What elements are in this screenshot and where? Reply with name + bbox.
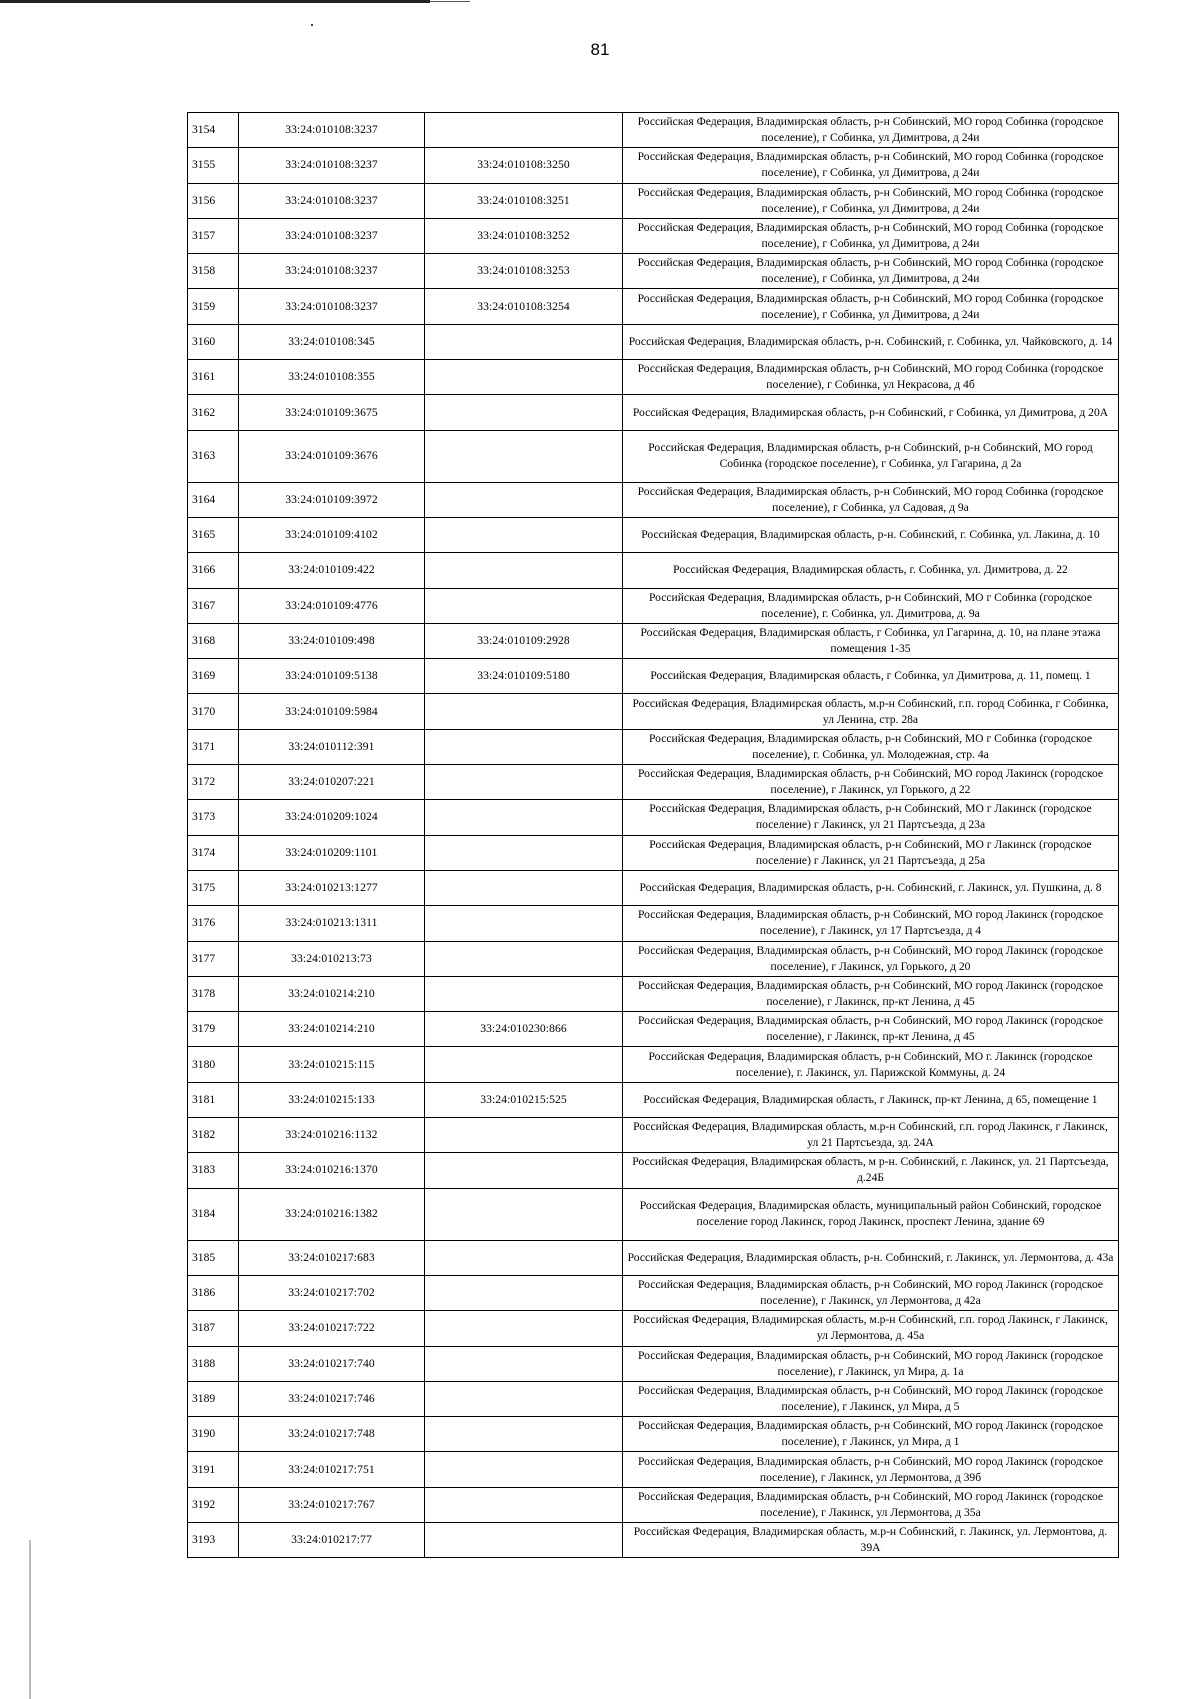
table-row bbox=[188, 1118, 1119, 1153]
table-row bbox=[188, 729, 1119, 764]
related-cadastral-number-cell: 33:24:010108:3252 bbox=[425, 218, 623, 253]
table-row bbox=[188, 218, 1119, 253]
cadastral-number-cell: 33:24:010108:3237 bbox=[239, 218, 425, 253]
cadastral-number-cell: 33:24:010109:4776 bbox=[239, 588, 425, 623]
address-cell: Российская Федерация, Владимирская область, р-н Собинский, р-н Собинский, МО город Собинка (городское поселение), г Собинка, ул Гагарина, д 2а bbox=[623, 430, 1119, 482]
table-row bbox=[188, 1240, 1119, 1275]
table-row bbox=[188, 800, 1119, 835]
related-cadastral-number-cell: 33:24:010108:3253 bbox=[425, 254, 623, 289]
table-row bbox=[188, 113, 1119, 148]
cadastral-number-cell: 33:24:010109:3972 bbox=[239, 482, 425, 517]
address-cell: Российская Федерация, Владимирская область, г. Собинка, ул. Димитрова, д. 22 bbox=[623, 553, 1119, 588]
table-row bbox=[188, 1012, 1119, 1047]
cadastral-number-cell: 33:24:010215:133 bbox=[239, 1082, 425, 1117]
row-number-cell: 3177 bbox=[188, 941, 239, 976]
cadastral-number-cell: 33:24:010108:3237 bbox=[239, 289, 425, 324]
row-number-cell: 3176 bbox=[188, 906, 239, 941]
cadastral-number-cell: 33:24:010109:4102 bbox=[239, 517, 425, 552]
row-number-cell: 3170 bbox=[188, 694, 239, 729]
cadastral-number-cell: 33:24:010216:1370 bbox=[239, 1153, 425, 1188]
address-cell: Российская Федерация, Владимирская область, р-н Собинский, МО г Собинка (городское поселение), г. Собинка, ул. Молодежная, стр. 4а bbox=[623, 729, 1119, 764]
related-cadastral-number-cell bbox=[425, 360, 623, 395]
related-cadastral-number-cell bbox=[425, 1275, 623, 1310]
related-cadastral-number-cell bbox=[425, 553, 623, 588]
table-row bbox=[188, 906, 1119, 941]
cadastral-number-cell: 33:24:010109:5984 bbox=[239, 694, 425, 729]
table-row bbox=[188, 765, 1119, 800]
registry-table-body bbox=[188, 113, 1119, 1558]
row-number-cell: 3188 bbox=[188, 1346, 239, 1381]
address-cell: Российская Федерация, Владимирская область, г Лакинск, пр-кт Ленина, д 65, помещение 1 bbox=[623, 1082, 1119, 1117]
cadastral-number-cell: 33:24:010209:1024 bbox=[239, 800, 425, 835]
row-number-cell: 3193 bbox=[188, 1522, 239, 1557]
row-number-cell: 3171 bbox=[188, 729, 239, 764]
row-number-cell: 3165 bbox=[188, 517, 239, 552]
row-number-cell: 3167 bbox=[188, 588, 239, 623]
row-number-cell: 3156 bbox=[188, 183, 239, 218]
address-cell: Российская Федерация, Владимирская область, р-н Собинский, МО город Лакинск (городское поселение), г Лакинск, ул Лермонтова, д 42а bbox=[623, 1275, 1119, 1310]
address-cell: Российская Федерация, Владимирская область, р-н Собинский, г Собинка, ул Димитрова, д 20А bbox=[623, 395, 1119, 430]
related-cadastral-number-cell bbox=[425, 1487, 623, 1522]
address-cell: Российская Федерация, Владимирская область, м.р-н Собинский, г.п. город Лакинск, г Лакинск, ул 21 Партсъезда, зд. 24А bbox=[623, 1118, 1119, 1153]
address-cell: Российская Федерация, Владимирская область, р-н Собинский, МО город Лакинск (городское поселение), г Лакинск, ул Мира, д 1 bbox=[623, 1417, 1119, 1452]
address-cell: Российская Федерация, Владимирская область, р-н Собинский, МО город Лакинск (городское поселение), г Лакинск, ул Горького, д 22 bbox=[623, 765, 1119, 800]
related-cadastral-number-cell bbox=[425, 588, 623, 623]
row-number-cell: 3191 bbox=[188, 1452, 239, 1487]
cadastral-number-cell: 33:24:010217:77 bbox=[239, 1522, 425, 1557]
address-cell: Российская Федерация, Владимирская область, р-н Собинский, МО г Лакинск (городское поселение) г Лакинск, ул 21 Партсъезда, д 23а bbox=[623, 800, 1119, 835]
table-row bbox=[188, 324, 1119, 359]
table-row bbox=[188, 1381, 1119, 1416]
row-number-cell: 3189 bbox=[188, 1381, 239, 1416]
cadastral-number-cell: 33:24:010213:1277 bbox=[239, 870, 425, 905]
row-number-cell: 3190 bbox=[188, 1417, 239, 1452]
related-cadastral-number-cell bbox=[425, 1381, 623, 1416]
cadastral-number-cell: 33:24:010213:73 bbox=[239, 941, 425, 976]
table-row bbox=[188, 430, 1119, 482]
related-cadastral-number-cell bbox=[425, 1311, 623, 1346]
address-cell: Российская Федерация, Владимирская область, р-н Собинский, МО город Собинка (городское поселение), г Собинка, ул Некрасова, д 4б bbox=[623, 360, 1119, 395]
related-cadastral-number-cell: 33:24:010108:3250 bbox=[425, 148, 623, 183]
row-number-cell: 3192 bbox=[188, 1487, 239, 1522]
row-number-cell: 3182 bbox=[188, 1118, 239, 1153]
row-number-cell: 3183 bbox=[188, 1153, 239, 1188]
address-cell: Российская Федерация, Владимирская область, г Собинка, ул Гагарина, д. 10, на плане этажа помещения 1-35 bbox=[623, 623, 1119, 658]
related-cadastral-number-cell bbox=[425, 324, 623, 359]
scan-artifact-top-edge-tail bbox=[430, 1, 470, 2]
address-cell: Российская Федерация, Владимирская область, р-н Собинский, МО город Собинка (городское поселение), г Собинка, ул Димитрова, д 24и bbox=[623, 148, 1119, 183]
address-cell: Российская Федерация, Владимирская область, р-н Собинский, МО город Лакинск (городское поселение), г Лакинск, ул 17 Партсъезда, д 4 bbox=[623, 906, 1119, 941]
cadastral-number-cell: 33:24:010108:3237 bbox=[239, 254, 425, 289]
address-cell: Российская Федерация, Владимирская область, р-н Собинский, МО город Лакинск (городское поселение), г Лакинск, пр-кт Ленина, д 45 bbox=[623, 976, 1119, 1011]
table-row bbox=[188, 1047, 1119, 1082]
address-cell: Российская Федерация, Владимирская область, р-н. Собинский, г. Лакинск, ул. Лермонтова, д. 43а bbox=[623, 1240, 1119, 1275]
table-row bbox=[188, 1188, 1119, 1240]
related-cadastral-number-cell: 33:24:010108:3251 bbox=[425, 183, 623, 218]
table-row bbox=[188, 553, 1119, 588]
row-number-cell: 3185 bbox=[188, 1240, 239, 1275]
table-row bbox=[188, 941, 1119, 976]
table-row bbox=[188, 1275, 1119, 1310]
table-row bbox=[188, 870, 1119, 905]
row-number-cell: 3187 bbox=[188, 1311, 239, 1346]
related-cadastral-number-cell bbox=[425, 1047, 623, 1082]
table-row bbox=[188, 254, 1119, 289]
table-row bbox=[188, 588, 1119, 623]
table-row bbox=[188, 517, 1119, 552]
row-number-cell: 3180 bbox=[188, 1047, 239, 1082]
table-row bbox=[188, 395, 1119, 430]
address-cell: Российская Федерация, Владимирская область, р-н Собинский, МО город Лакинск (городское поселение), г Лакинск, ул Горького, д 20 bbox=[623, 941, 1119, 976]
cadastral-number-cell: 33:24:010108:3237 bbox=[239, 183, 425, 218]
address-cell: Российская Федерация, Владимирская область, р-н Собинский, МО город Собинка (городское поселение), г Собинка, ул Димитрова, д 24и bbox=[623, 113, 1119, 148]
cadastral-number-cell: 33:24:010214:210 bbox=[239, 976, 425, 1011]
related-cadastral-number-cell bbox=[425, 729, 623, 764]
related-cadastral-number-cell bbox=[425, 906, 623, 941]
row-number-cell: 3168 bbox=[188, 623, 239, 658]
cadastral-number-cell: 33:24:010209:1101 bbox=[239, 835, 425, 870]
related-cadastral-number-cell bbox=[425, 1240, 623, 1275]
related-cadastral-number-cell bbox=[425, 1522, 623, 1557]
address-cell: Российская Федерация, Владимирская область, р-н Собинский, МО город Собинка (городское поселение), г Собинка, ул Димитрова, д 24и bbox=[623, 289, 1119, 324]
table-row bbox=[188, 1522, 1119, 1557]
table-row bbox=[188, 1487, 1119, 1522]
related-cadastral-number-cell bbox=[425, 835, 623, 870]
row-number-cell: 3181 bbox=[188, 1082, 239, 1117]
table-row bbox=[188, 360, 1119, 395]
row-number-cell: 3160 bbox=[188, 324, 239, 359]
address-cell: Российская Федерация, Владимирская область, р-н. Собинский, г. Лакинск, ул. Пушкина, д. 8 bbox=[623, 870, 1119, 905]
cadastral-number-cell: 33:24:010112:391 bbox=[239, 729, 425, 764]
table-row bbox=[188, 623, 1119, 658]
row-number-cell: 3157 bbox=[188, 218, 239, 253]
page-number: 81 bbox=[590, 40, 610, 59]
related-cadastral-number-cell bbox=[425, 113, 623, 148]
address-cell: Российская Федерация, Владимирская область, р-н Собинский, МО г. Лакинск (городское поселение), г. Лакинск, ул. Парижской Коммуны, д. 24 bbox=[623, 1047, 1119, 1082]
row-number-cell: 3158 bbox=[188, 254, 239, 289]
related-cadastral-number-cell bbox=[425, 765, 623, 800]
row-number-cell: 3179 bbox=[188, 1012, 239, 1047]
table-row bbox=[188, 1417, 1119, 1452]
cadastral-number-cell: 33:24:010214:210 bbox=[239, 1012, 425, 1047]
related-cadastral-number-cell bbox=[425, 1452, 623, 1487]
related-cadastral-number-cell bbox=[425, 1188, 623, 1240]
cadastral-number-cell: 33:24:010108:3237 bbox=[239, 113, 425, 148]
cadastral-number-cell: 33:24:010108:345 bbox=[239, 324, 425, 359]
related-cadastral-number-cell bbox=[425, 1417, 623, 1452]
table-row bbox=[188, 1153, 1119, 1188]
address-cell: Российская Федерация, Владимирская область, р-н. Собинский, г. Собинка, ул. Чайковского, д. 14 bbox=[623, 324, 1119, 359]
cadastral-number-cell: 33:24:010108:3237 bbox=[239, 148, 425, 183]
cadastral-number-cell: 33:24:010217:767 bbox=[239, 1487, 425, 1522]
scan-artifact-dot bbox=[311, 24, 313, 26]
table-row bbox=[188, 976, 1119, 1011]
table-row bbox=[188, 659, 1119, 694]
cadastral-number-cell: 33:24:010217:740 bbox=[239, 1346, 425, 1381]
cadastral-number-cell: 33:24:010109:5138 bbox=[239, 659, 425, 694]
table-row bbox=[188, 148, 1119, 183]
cadastral-number-cell: 33:24:010215:115 bbox=[239, 1047, 425, 1082]
cadastral-number-cell: 33:24:010217:722 bbox=[239, 1311, 425, 1346]
scan-artifact-left-edge bbox=[29, 1540, 31, 1699]
table-row bbox=[188, 1082, 1119, 1117]
address-cell: Российская Федерация, Владимирская область, м.р-н Собинский, г.п. город Лакинск, г Лакинск, ул Лермонтова, д. 45а bbox=[623, 1311, 1119, 1346]
related-cadastral-number-cell: 33:24:010109:2928 bbox=[425, 623, 623, 658]
cadastral-number-cell: 33:24:010213:1311 bbox=[239, 906, 425, 941]
row-number-cell: 3155 bbox=[188, 148, 239, 183]
related-cadastral-number-cell bbox=[425, 1346, 623, 1381]
row-number-cell: 3162 bbox=[188, 395, 239, 430]
table-row bbox=[188, 1452, 1119, 1487]
row-number-cell: 3169 bbox=[188, 659, 239, 694]
related-cadastral-number-cell bbox=[425, 976, 623, 1011]
related-cadastral-number-cell bbox=[425, 870, 623, 905]
related-cadastral-number-cell bbox=[425, 430, 623, 482]
related-cadastral-number-cell bbox=[425, 941, 623, 976]
row-number-cell: 3154 bbox=[188, 113, 239, 148]
related-cadastral-number-cell: 33:24:010230:866 bbox=[425, 1012, 623, 1047]
cadastral-number-cell: 33:24:010217:702 bbox=[239, 1275, 425, 1310]
table-row bbox=[188, 482, 1119, 517]
cadastral-number-cell: 33:24:010217:751 bbox=[239, 1452, 425, 1487]
address-cell: Российская Федерация, Владимирская область, р-н Собинский, МО город Собинка (городское поселение), г Собинка, ул Димитрова, д 24и bbox=[623, 254, 1119, 289]
row-number-cell: 3166 bbox=[188, 553, 239, 588]
address-cell: Российская Федерация, Владимирская область, р-н Собинский, МО город Лакинск (городское поселение), г Лакинск, пр-кт Ленина, д 45 bbox=[623, 1012, 1119, 1047]
cadastral-number-cell: 33:24:010216:1382 bbox=[239, 1188, 425, 1240]
row-number-cell: 3186 bbox=[188, 1275, 239, 1310]
related-cadastral-number-cell: 33:24:010108:3254 bbox=[425, 289, 623, 324]
row-number-cell: 3184 bbox=[188, 1188, 239, 1240]
related-cadastral-number-cell bbox=[425, 1153, 623, 1188]
table-row bbox=[188, 183, 1119, 218]
cadastral-number-cell: 33:24:010109:3676 bbox=[239, 430, 425, 482]
related-cadastral-number-cell bbox=[425, 694, 623, 729]
address-cell: Российская Федерация, Владимирская область, р-н Собинский, МО г Собинка (городское поселение), г. Собинка, ул. Димитрова, д. 9а bbox=[623, 588, 1119, 623]
related-cadastral-number-cell bbox=[425, 1118, 623, 1153]
row-number-cell: 3178 bbox=[188, 976, 239, 1011]
address-cell: Российская Федерация, Владимирская область, р-н Собинский, МО город Лакинск (городское поселение), г Лакинск, ул Лермонтова, д 39б bbox=[623, 1452, 1119, 1487]
address-cell: Российская Федерация, Владимирская область, р-н Собинский, МО город Лакинск (городское поселение), г Лакинск, ул Мира, д. 1а bbox=[623, 1346, 1119, 1381]
cadastral-number-cell: 33:24:010109:422 bbox=[239, 553, 425, 588]
table-row bbox=[188, 694, 1119, 729]
row-number-cell: 3175 bbox=[188, 870, 239, 905]
address-cell: Российская Федерация, Владимирская область, р-н Собинский, МО город Собинка (городское поселение), г Собинка, ул Садовая, д 9а bbox=[623, 482, 1119, 517]
related-cadastral-number-cell: 33:24:010109:5180 bbox=[425, 659, 623, 694]
row-number-cell: 3174 bbox=[188, 835, 239, 870]
row-number-cell: 3161 bbox=[188, 360, 239, 395]
address-cell: Российская Федерация, Владимирская область, муниципальный район Собинский, городское поселение город Лакинск, город Лакинск, проспект Ленина, здание 69 bbox=[623, 1188, 1119, 1240]
related-cadastral-number-cell bbox=[425, 517, 623, 552]
cadastral-number-cell: 33:24:010108:355 bbox=[239, 360, 425, 395]
address-cell: Российская Федерация, Владимирская область, р-н Собинский, МО город Собинка (городское поселение), г Собинка, ул Димитрова, д 24и bbox=[623, 183, 1119, 218]
row-number-cell: 3163 bbox=[188, 430, 239, 482]
address-cell: Российская Федерация, Владимирская область, м.р-н Собинский, г. Лакинск, ул. Лермонтова, д. 39А bbox=[623, 1522, 1119, 1557]
address-cell: Российская Федерация, Владимирская область, м.р-н Собинский, г.п. город Собинка, г Собинка, ул Ленина, стр. 28а bbox=[623, 694, 1119, 729]
address-cell: Российская Федерация, Владимирская область, м р-н. Собинский, г. Лакинск, ул. 21 Партсъезда, д.24Б bbox=[623, 1153, 1119, 1188]
cadastral-number-cell: 33:24:010216:1132 bbox=[239, 1118, 425, 1153]
table-row bbox=[188, 1311, 1119, 1346]
address-cell: Российская Федерация, Владимирская область, р-н Собинский, МО город Собинка (городское поселение), г Собинка, ул Димитрова, д 24и bbox=[623, 218, 1119, 253]
property-registry-table bbox=[187, 112, 1119, 1558]
cadastral-number-cell: 33:24:010217:683 bbox=[239, 1240, 425, 1275]
address-cell: Российская Федерация, Владимирская область, р-н Собинский, МО город Лакинск (городское поселение), г Лакинск, ул Мира, д 5 bbox=[623, 1381, 1119, 1416]
scan-artifact-top-edge bbox=[0, 0, 430, 3]
table-row bbox=[188, 289, 1119, 324]
row-number-cell: 3172 bbox=[188, 765, 239, 800]
address-cell: Российская Федерация, Владимирская область, р-н Собинский, МО город Лакинск (городское поселение), г Лакинск, ул Лермонтова, д 35а bbox=[623, 1487, 1119, 1522]
row-number-cell: 3173 bbox=[188, 800, 239, 835]
related-cadastral-number-cell: 33:24:010215:525 bbox=[425, 1082, 623, 1117]
row-number-cell: 3164 bbox=[188, 482, 239, 517]
cadastral-number-cell: 33:24:010217:746 bbox=[239, 1381, 425, 1416]
cadastral-number-cell: 33:24:010109:3675 bbox=[239, 395, 425, 430]
related-cadastral-number-cell bbox=[425, 395, 623, 430]
related-cadastral-number-cell bbox=[425, 482, 623, 517]
address-cell: Российская Федерация, Владимирская область, г Собинка, ул Димитрова, д. 11, помещ. 1 bbox=[623, 659, 1119, 694]
cadastral-number-cell: 33:24:010109:498 bbox=[239, 623, 425, 658]
address-cell: Российская Федерация, Владимирская область, р-н. Собинский, г. Собинка, ул. Лакина, д. 10 bbox=[623, 517, 1119, 552]
row-number-cell: 3159 bbox=[188, 289, 239, 324]
table-row bbox=[188, 1346, 1119, 1381]
address-cell: Российская Федерация, Владимирская область, р-н Собинский, МО г Лакинск (городское поселение) г Лакинск, ул 21 Партсъезда, д 25а bbox=[623, 835, 1119, 870]
cadastral-number-cell: 33:24:010217:748 bbox=[239, 1417, 425, 1452]
related-cadastral-number-cell bbox=[425, 800, 623, 835]
table-row bbox=[188, 835, 1119, 870]
cadastral-number-cell: 33:24:010207:221 bbox=[239, 765, 425, 800]
